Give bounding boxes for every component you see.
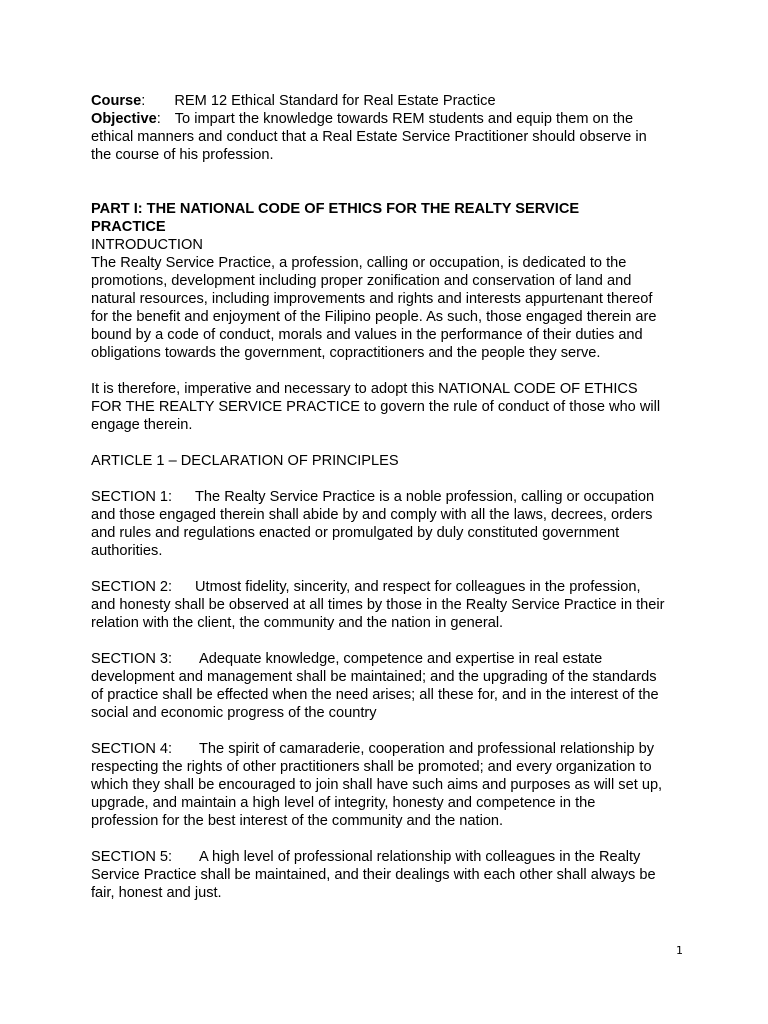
intro-p1-line-3: natural resources, including improvements and rights and interests appurtenant thereof [91,291,653,307]
section-3-line-4: social and economic progress of the country [91,705,377,721]
intro-p2-line-1: It is therefore, imperative and necessary to adopt this NATIONAL CODE OF ETHICS [91,381,638,397]
introduction-heading: INTRODUCTION [91,237,203,253]
section-2-label: SECTION 2: [91,579,173,595]
section-5-line-3: fair, honest and just. [91,885,222,901]
document-body [91,92,687,902]
objective-line-2: ethical manners and conduct that a Real Estate Service Practitioner should observe in [91,129,647,145]
section-5-line-2: Service Practice shall be maintained, and their dealings with each other shall always be [91,867,656,883]
section-3-line-2: development and management shall be maintained; and the upgrading of the standards [91,669,657,685]
page-number: 1 [676,944,683,957]
section-4-label: SECTION 4: [91,741,173,757]
intro-p1-line-5: bound by a code of conduct, morals and values in the performance of their duties and [91,327,643,343]
section-4-line-1 [91,740,687,758]
section-2-line-2: and honesty shall be observed at all times by those in the Realty Service Practice in their [91,597,665,613]
section-2-line-1 [91,578,687,596]
section-4-line-5: profession for the best interest of the community and the nation. [91,813,504,829]
article-1-heading: ARTICLE 1 – DECLARATION OF PRINCIPLES [91,453,399,469]
section-2-first: Utmost fidelity, sincerity, and respect for colleagues in the profession, [195,579,641,595]
section-1-first: The Realty Service Practice is a noble profession, calling or occupation [195,489,655,505]
section-3-label: SECTION 3: [91,651,173,667]
objective-line-1 [91,110,687,128]
intro-p1-line-2: promotions, development including proper zonification and conservation of land and [91,273,632,289]
section-1-label: SECTION 1: [91,489,173,505]
section-1-line-4: authorities. [91,543,163,559]
section-3-first: Adequate knowledge, competence and expertise in real estate [199,651,603,667]
intro-p1-line-1: The Realty Service Practice, a profession, calling or occupation, is dedicated to the [91,255,627,271]
objective-text-1: To impart the knowledge towards REM students and equip them on the [174,111,634,127]
section-4-line-4: upgrade, and maintain a high level of integrity, honesty and competence in the [91,795,596,811]
section-4-first: The spirit of camaraderie, cooperation and professional relationship by [199,741,655,757]
section-1-line-3: and rules and regulations enacted or promulgated by duly constituted government [91,525,620,541]
course-colon: : [141,93,146,109]
course-label: Course [91,93,142,109]
section-3-line-1 [91,650,687,668]
section-5-first: A high level of professional relationship with colleagues in the Realty [199,849,641,865]
course-line [91,92,687,110]
section-2-line-3: relation with the client, the community and the nation in general. [91,615,504,631]
section-1-line-1 [91,488,687,506]
section-5-label: SECTION 5: [91,849,173,865]
section-5-line-1 [91,848,687,866]
section-4-line-3: which they shall be encouraged to join shall have such aims and purposes as will set up, [91,777,663,793]
part1-title-line-2: PRACTICE [91,219,166,235]
section-1-line-2: and those engaged therein shall abide by and comply with all the laws, decrees, orders [91,507,653,523]
section-4-line-2: respecting the rights of other practitioners shall be promoted; and every organization to [91,759,652,775]
intro-p1-line-4: for the benefit and enjoyment of the Filipino people. As such, those engaged therein are [91,309,657,325]
objective-colon: : [156,111,161,127]
intro-p2-line-3: engage therein. [91,417,193,433]
course-value: REM 12 Ethical Standard for Real Estate Practice [174,93,496,109]
intro-p2-line-2: FOR THE REALTY SERVICE PRACTICE to govern the rule of conduct of those who will [91,399,661,415]
part1-title-line-1: PART I: THE NATIONAL CODE OF ETHICS FOR THE REALTY SERVICE [91,201,580,217]
objective-line-3: the course of his profession. [91,147,274,163]
intro-p1-line-6: obligations towards the government, copractitioners and the people they serve. [91,345,601,361]
objective-label: Objective [91,111,157,127]
section-3-line-3: of practice shall be effected when the need arises; all these for, and in the interest of the [91,687,659,703]
